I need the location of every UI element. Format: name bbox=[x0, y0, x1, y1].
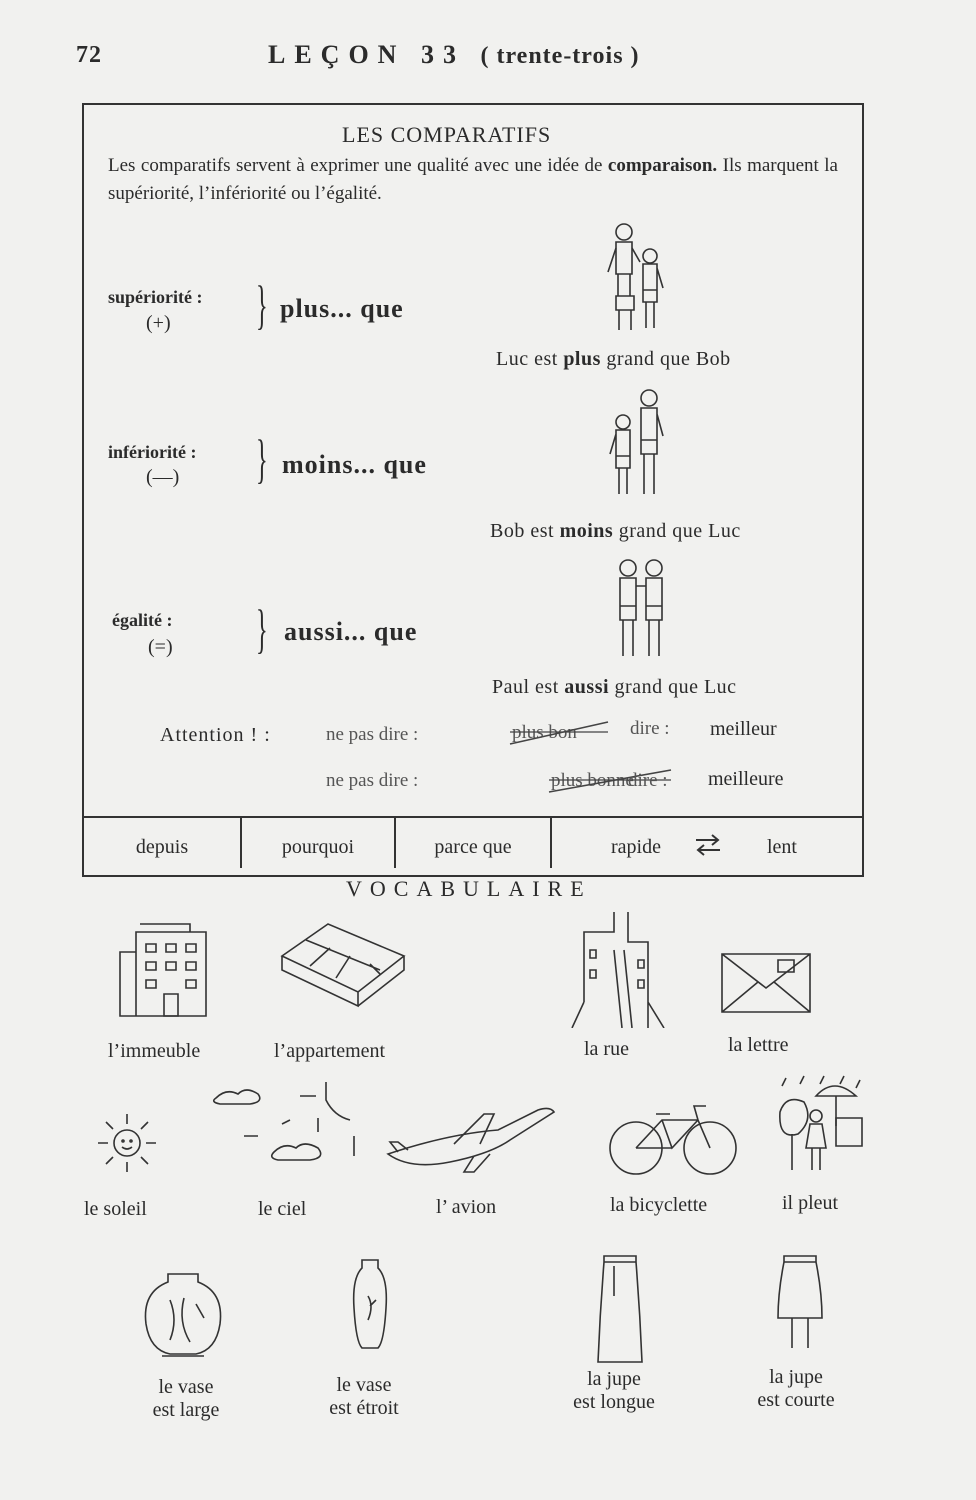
example-equal bbox=[492, 676, 737, 699]
symbol-minus: (—) bbox=[146, 466, 180, 488]
brace: } bbox=[256, 599, 268, 659]
caption-line: est large bbox=[152, 1399, 220, 1421]
wrong-text-2: plus bonne bbox=[550, 770, 634, 791]
caption-line: est étroit bbox=[329, 1397, 399, 1419]
say-1: dire : bbox=[630, 718, 670, 739]
word-cell: lent bbox=[767, 835, 797, 858]
long-skirt-icon bbox=[596, 1252, 644, 1368]
apartment-icon bbox=[280, 920, 406, 1010]
caption-sun: le soleil bbox=[84, 1198, 147, 1220]
intro-bold: comparaison. bbox=[607, 155, 718, 176]
word-cell: pourquoi bbox=[281, 835, 355, 858]
boys-illustration-2 bbox=[605, 388, 669, 500]
caption-line: est courte bbox=[757, 1389, 835, 1411]
brace: } bbox=[256, 429, 268, 489]
wide-vase-icon bbox=[140, 1270, 226, 1362]
lesson-subtitle: ( trente-trois ) bbox=[480, 43, 640, 69]
bicycle-icon bbox=[606, 1098, 740, 1178]
caption-line: le vase bbox=[158, 1376, 214, 1398]
kind-equality: égalité : bbox=[112, 610, 173, 630]
swap-arrows-icon bbox=[694, 832, 722, 858]
street-icon bbox=[570, 910, 666, 1028]
caption-sky: le ciel bbox=[258, 1198, 307, 1220]
example-text: Paul est bbox=[492, 676, 565, 698]
airplane-icon bbox=[384, 1104, 560, 1176]
strikethrough-icon bbox=[508, 718, 612, 748]
caption-bicycle: la bicyclette bbox=[610, 1194, 708, 1216]
caption-rain: il pleut bbox=[782, 1192, 839, 1214]
symbol-equal: (=) bbox=[148, 636, 173, 658]
lesson-number: LEÇON 33 bbox=[268, 40, 465, 69]
brace: } bbox=[256, 275, 268, 335]
formula-minus: moins... que bbox=[282, 450, 427, 479]
example-text: grand que Luc bbox=[613, 520, 741, 542]
right-form-1: meilleur bbox=[710, 718, 777, 740]
boys-illustration-3 bbox=[610, 556, 674, 662]
caption-building: l’immeuble bbox=[108, 1040, 201, 1062]
box-title: LES COMPARATIFS bbox=[342, 122, 552, 147]
sky-icon bbox=[206, 1080, 370, 1176]
caption-line: la jupe bbox=[769, 1366, 823, 1388]
wrong-text-1: plus bon bbox=[512, 722, 577, 743]
page-number: 72 bbox=[76, 42, 102, 68]
letter-icon bbox=[718, 950, 814, 1016]
rain-icon bbox=[776, 1072, 866, 1176]
formula-plus: plus... que bbox=[280, 294, 404, 323]
attention-label: Attention ! : bbox=[160, 724, 271, 746]
right-form-2: meilleure bbox=[708, 768, 784, 790]
grammar-box bbox=[82, 103, 864, 877]
formula-equal: aussi... que bbox=[284, 617, 418, 646]
caption-airplane: l’ avion bbox=[436, 1196, 497, 1218]
word-cell: rapide bbox=[611, 835, 661, 858]
sun-icon bbox=[94, 1110, 160, 1176]
dont-say-2: ne pas dire : bbox=[326, 770, 419, 791]
wrong-form-2 bbox=[551, 770, 634, 792]
caption-narrow-vase bbox=[312, 1374, 416, 1420]
short-skirt-icon bbox=[776, 1252, 824, 1352]
dont-say-1: ne pas dire : bbox=[326, 724, 419, 745]
example-plus bbox=[496, 348, 731, 371]
example-text: grand que Luc bbox=[609, 676, 737, 698]
intro-text-2: Ils marquent la supériorité, l’infériorité ou l’égalité. bbox=[108, 155, 838, 204]
cell-divider bbox=[550, 818, 552, 868]
vocabulary-title: VOCABULAIRE bbox=[346, 876, 592, 901]
wrong-form-1 bbox=[512, 722, 577, 744]
kind-inferiority: infériorité : bbox=[108, 442, 197, 462]
example-minus bbox=[490, 520, 741, 543]
example-text: Bob est bbox=[490, 520, 560, 542]
example-text: Luc est bbox=[496, 348, 564, 370]
intro-paragraph bbox=[108, 152, 838, 208]
boys-illustration-1 bbox=[598, 222, 672, 334]
word-cell: parce que bbox=[434, 835, 512, 858]
building-icon bbox=[116, 922, 212, 1022]
example-bold: plus bbox=[563, 348, 601, 370]
caption-line: la jupe bbox=[587, 1368, 641, 1390]
intro-text-1: Les comparatifs servent à exprimer une qualité avec une idée de bbox=[108, 155, 608, 176]
symbol-plus: (+) bbox=[146, 312, 171, 334]
caption-street: la rue bbox=[584, 1038, 629, 1060]
say-2: dire : bbox=[628, 770, 668, 791]
caption-letter: la lettre bbox=[728, 1034, 789, 1056]
example-bold: moins bbox=[559, 520, 614, 542]
example-bold: aussi bbox=[564, 676, 610, 698]
narrow-vase-icon bbox=[350, 1256, 390, 1352]
kind-superiority: supériorité : bbox=[108, 287, 203, 307]
caption-long-skirt bbox=[554, 1368, 674, 1414]
lesson-title bbox=[268, 40, 640, 70]
word-cell: depuis bbox=[135, 835, 189, 858]
caption-apartment: l’appartement bbox=[274, 1040, 386, 1062]
example-text: grand que Bob bbox=[600, 348, 731, 370]
caption-line: le vase bbox=[336, 1374, 392, 1396]
caption-short-skirt bbox=[734, 1366, 858, 1412]
caption-wide-vase bbox=[136, 1376, 236, 1422]
caption-line: est longue bbox=[573, 1391, 655, 1413]
box-divider bbox=[82, 816, 864, 818]
